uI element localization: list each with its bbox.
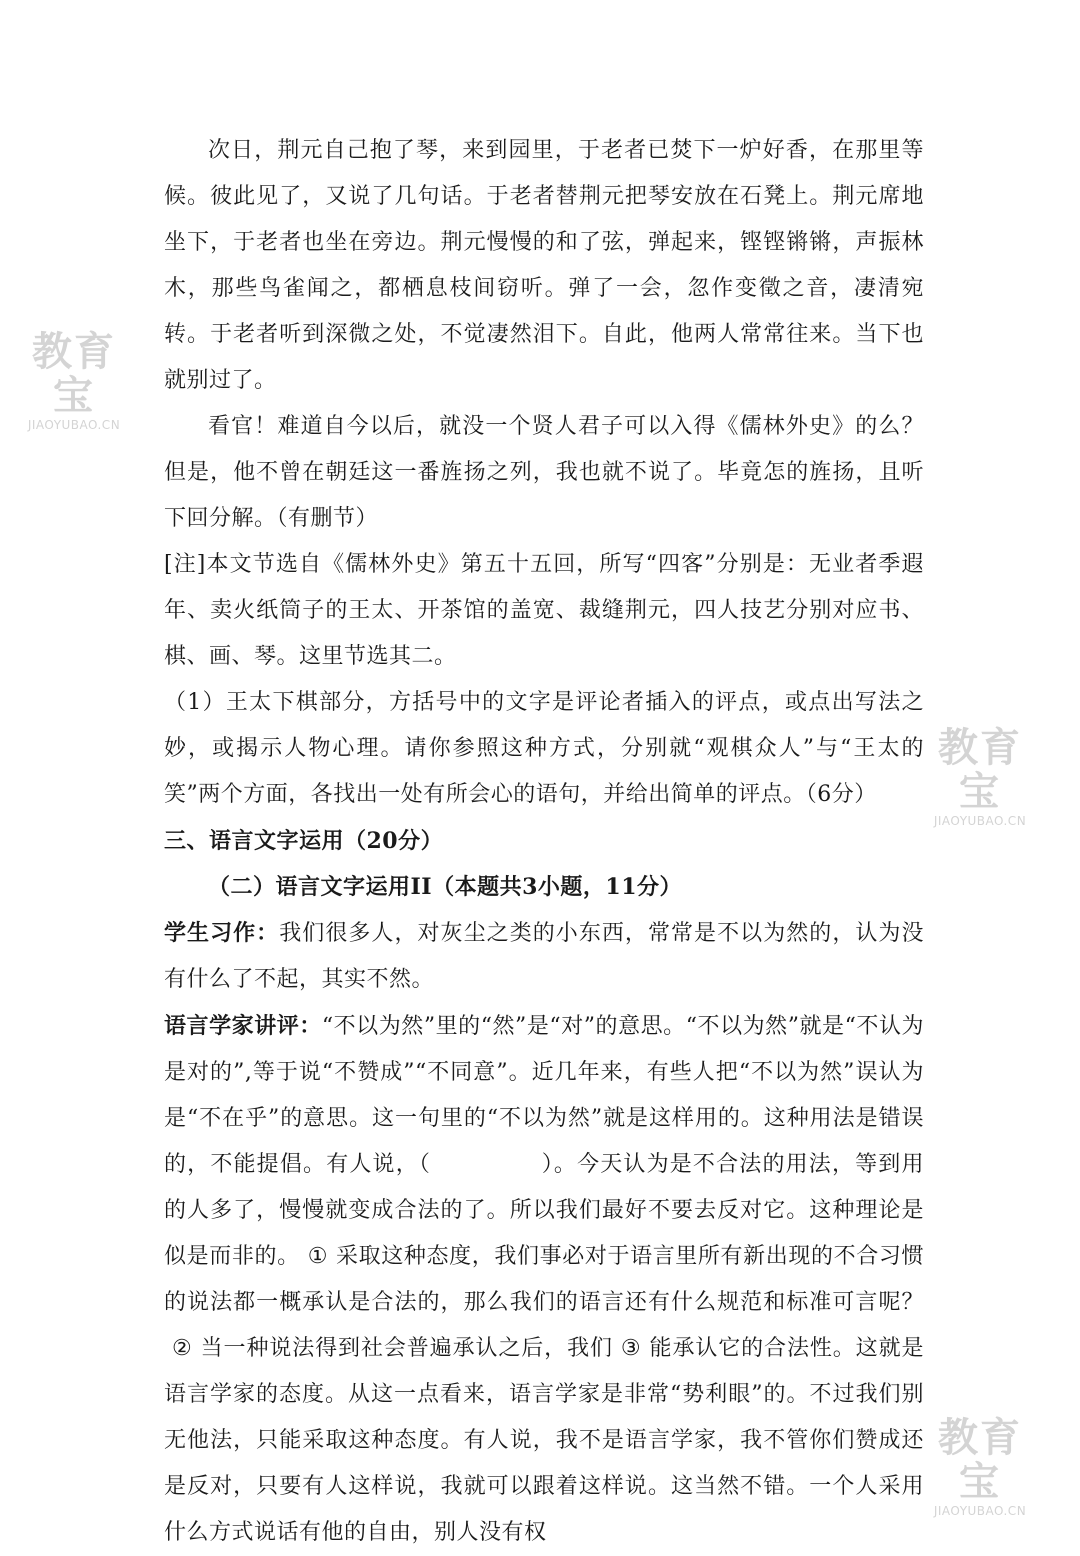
blank-marker-2: ②: [172, 1336, 193, 1361]
watermark-text-cn: 教育宝: [32, 329, 116, 419]
watermark-text-cn: 教育宝: [938, 725, 1022, 815]
section-subheading: （二）语言文字运用II（本题共3小题，11分）: [208, 874, 683, 900]
linguist-comment-text-4: 当一种说法得到社会普遍承认之后，我们: [200, 1336, 613, 1361]
section-heading: 三、语言文字运用（20分）: [164, 828, 444, 854]
watermark-text-en: JIAOYUBAO.CN: [933, 814, 1027, 828]
blank-marker-1: ①: [307, 1244, 328, 1269]
linguist-comment-text-5: 能承认它的合法性。这就是语言学家的态度。从这一点看来，语言学家是非常“势利眼”的。不过我们别无他法，只能采取这种态度。有人说，我不是语言学家，我不管你们赞成还是反对，只要有人这样说，我就可以跟着这样说。这当然不错。一个人采用什么方式说话有他的自由，别人没有权: [164, 1336, 924, 1545]
linguist-comment-text-1: “不以为然”里的“然”是“对”的意思。“不以为然”就是“不认为是对的”,等于说“不赞成”“不同意”。近几年来，有些人把“不以为然”误认为是“不在乎”的意思。这一句里的“不以为然”就是这样用的。这种用法是错误的，不能提倡。有人说，（: [164, 1014, 924, 1177]
linguist-comment-text-3: 采取这种态度，我们事必对于语言里所有新出现的不合习惯的说法都一概承认是合法的，那么我们的语言还有什么规范和标准可言呢？: [164, 1244, 924, 1315]
student-essay: [164, 910, 924, 1003]
linguist-comment-label: 语言学家讲评：: [164, 1013, 322, 1039]
annotation-note: [注]本文节选自《儒林外史》第五十五回，所写“四客”分别是：无业者季遐年、卖火纸筒子的王太、开茶馆的盖宽、裁缝荆元，四人技艺分别对应书、棋、画、琴。这里节选其二。: [164, 552, 924, 669]
student-essay-label: 学生习作：: [164, 920, 280, 946]
story-paragraph-2: 看官！难道自今以后，就没一个贤人君子可以入得《儒林外史》的么？但是，他不曾在朝廷这一番旌扬之列，我也就不说了。毕竟怎的旌扬，且听下回分解。（有删节）: [164, 414, 924, 531]
watermark-right: [920, 726, 1040, 828]
linguist-comment: [164, 1003, 924, 1556]
watermark-bottom: [920, 1416, 1040, 1518]
blank-marker-3: ③: [620, 1336, 642, 1361]
story-paragraph-1: 次日，荆元自己抱了琴，来到园里，于老者已焚下一炉好香，在那里等候。彼此见了，又说了几句话。于老者替荆元把琴安放在石凳上。荆元席地坐下，于老者也坐在旁边。荆元慢慢的和了弦，弹起来，铿铿锵锵，声振林木，那些鸟雀闻之，都栖息枝间窃听。弹了一会，忽作变徵之音，凄清宛转。于老者听到深微之处，不觉凄然泪下。自此，他两人常常往来。当下也就别过了。: [164, 138, 924, 393]
watermark-left: [14, 330, 134, 432]
document-page: [164, 128, 924, 1556]
linguist-comment-text-2: ）。今天认为是不合法的用法，等到用的人多了，慢慢就变成合法的了。所以我们最好不要去反对它。这种理论是似是而非的。: [164, 1152, 924, 1269]
watermark-text-en: JIAOYUBAO.CN: [933, 1504, 1027, 1518]
student-essay-text: 我们很多人，对灰尘之类的小东西，常常是不以为然的，认为没有什么了不起，其实不然。: [164, 921, 924, 992]
watermark-text-cn: 教育宝: [938, 1415, 1022, 1505]
question-1: （1）王太下棋部分，方括号中的文字是评论者插入的评点，或点出写法之妙，或揭示人物心理。请你参照这种方式，分别就“观棋众人”与“王太的笑”两个方面，各找出一处有所会心的语句，并给出简单的评点。（6分）: [164, 690, 924, 807]
watermark-text-en: JIAOYUBAO.CN: [27, 418, 121, 432]
